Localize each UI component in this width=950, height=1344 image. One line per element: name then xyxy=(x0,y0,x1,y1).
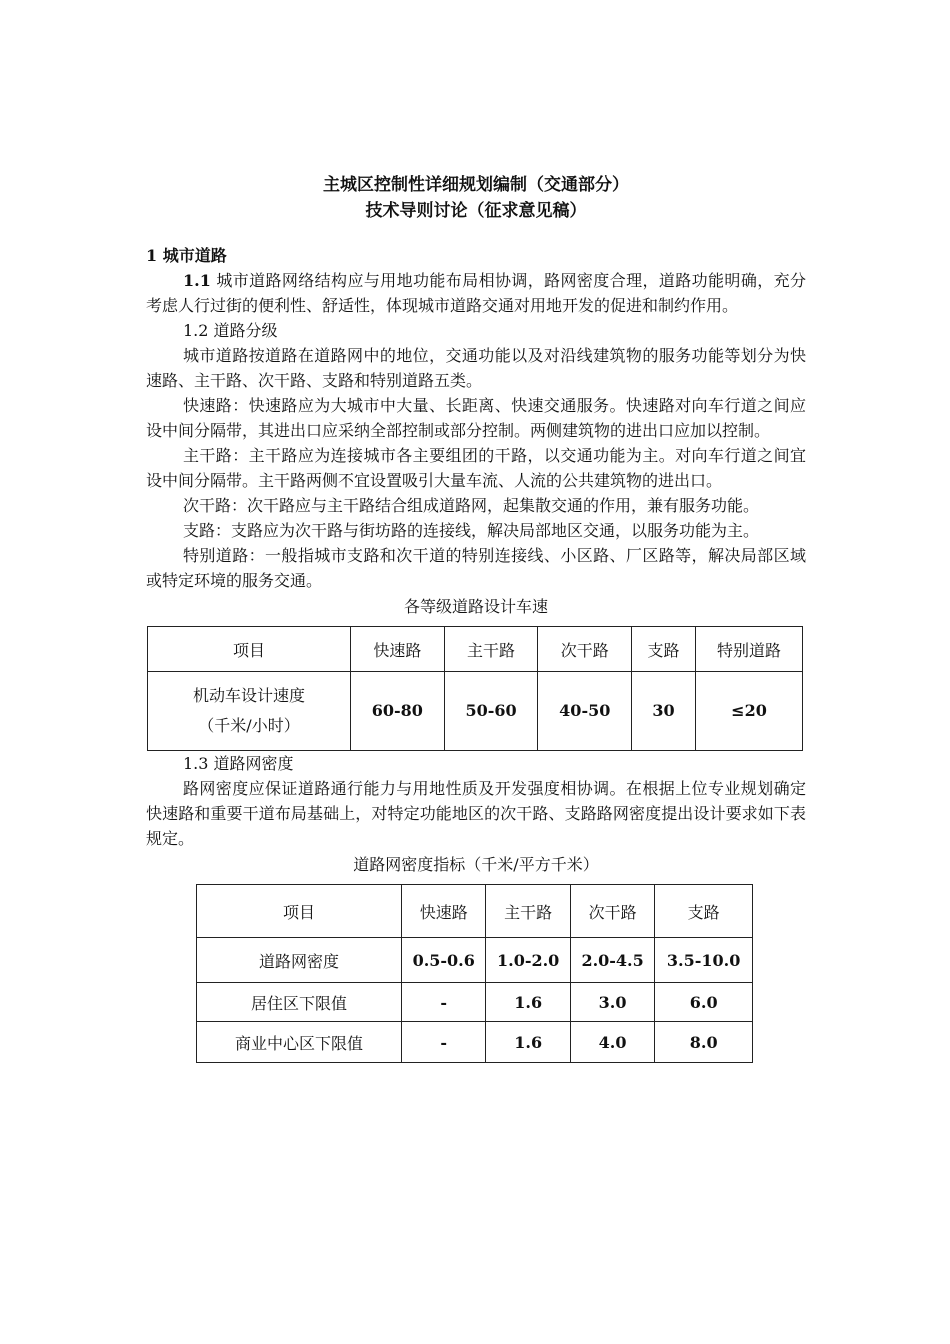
row-label-line1: 机动车设计速度 xyxy=(192,686,305,705)
table-header-cell: 项目 xyxy=(197,885,402,938)
table-header-cell: 次干路 xyxy=(570,885,654,938)
table1-caption: 各等级道路设计车速 xyxy=(403,597,548,616)
table-cell: 60-80 xyxy=(351,672,445,751)
document-title-line2: 技术导则讨论（征求意见稿） xyxy=(365,201,587,221)
paragraph-expressway: 快速路：快速路应为大城市中大量、长距离、快速交通服务。快速路对向车行道之间应设中间分隔带，其进出口应采纳全部控制或部分控制。两侧建筑物的进出口应加以控制。 xyxy=(146,396,806,440)
table-cell: 8.0 xyxy=(655,1022,753,1063)
paragraph-arterial: 主干路：主干路应为连接城市各主要组团的干路，以交通功能为主。对向车行道之间宜设中间分隔带。主干路两侧不宜设置吸引大量车流、人流的公共建筑物的进出口。 xyxy=(146,446,806,490)
table-header-cell: 快速路 xyxy=(402,885,486,938)
network-density-table xyxy=(196,884,753,1063)
table-cell: ≤20 xyxy=(696,672,803,751)
table-row-label: 道路网密度 xyxy=(197,938,402,983)
subsection-heading-1-3: 1.3 道路网密度 xyxy=(183,754,294,773)
table-row xyxy=(197,938,753,983)
section-heading: 1 城市道路 xyxy=(146,246,227,265)
document-title-line1: 主城区控制性详细规划编制（交通部分） xyxy=(323,175,629,195)
table-cell: 50-60 xyxy=(444,672,538,751)
table-row xyxy=(197,1022,753,1063)
table-row-label: 商业中心区下限值 xyxy=(197,1022,402,1063)
table-header-row xyxy=(148,627,803,672)
table-cell: 1.0-2.0 xyxy=(486,938,570,983)
table-row-label xyxy=(148,672,351,751)
paragraph-1-1-text: 城市道路网络结构应与用地功能布局相协调，路网密度合理，道路功能明确，充分考虑人行过街的便利性、舒适性，体现城市道路交通对用地开发的促进和制约作用。 xyxy=(146,271,806,315)
table-header-row xyxy=(197,885,753,938)
table-cell: 2.0-4.5 xyxy=(570,938,654,983)
paragraph-branch: 支路：支路应为次干路与街坊路的连接线，解决局部地区交通，以服务功能为主。 xyxy=(183,521,760,540)
table-row xyxy=(148,672,803,751)
table-cell: 4.0 xyxy=(570,1022,654,1063)
table-header-cell: 快速路 xyxy=(351,627,445,672)
table-header-cell: 次干路 xyxy=(538,627,632,672)
table-cell: - xyxy=(402,983,486,1022)
document-page xyxy=(146,172,806,1063)
table-header-cell: 特别道路 xyxy=(696,627,803,672)
design-speed-table xyxy=(147,626,803,751)
table-row xyxy=(197,983,753,1022)
paragraph-secondary: 次干路：次干路应与主干路结合组成道路网，起集散交通的作用，兼有服务功能。 xyxy=(183,496,760,515)
subsection-heading-1-2: 1.2 道路分级 xyxy=(183,321,278,340)
table-header-cell: 主干路 xyxy=(486,885,570,938)
table-row-label: 居住区下限值 xyxy=(197,983,402,1022)
table2-caption: 道路网密度指标（千米/平方千米） xyxy=(353,855,599,874)
table-header-cell: 支路 xyxy=(655,885,753,938)
table-cell: 1.6 xyxy=(486,983,570,1022)
table-header-cell: 支路 xyxy=(632,627,696,672)
paragraph-1-1 xyxy=(146,268,806,318)
table-cell: 30 xyxy=(632,672,696,751)
paragraph-special-road: 特别道路：一般指城市支路和次干道的特别连接线、小区路、厂区路等，解决局部区域或特定环境的服务交通。 xyxy=(146,546,806,590)
paragraph-road-classes: 城市道路按道路在道路网中的地位，交通功能以及对沿线建筑物的服务功能等划分为快速路、主干路、次干路、支路和特别道路五类。 xyxy=(146,346,806,390)
paragraph-network-density: 路网密度应保证道路通行能力与用地性质及开发强度相协调。在根据上位专业规划确定快速路和重要干道布局基础上，对特定功能地区的次干路、支路路网密度提出设计要求如下表规定。 xyxy=(146,779,806,848)
table-cell: - xyxy=(402,1022,486,1063)
row-label-line2: （千米/小时） xyxy=(198,716,300,735)
table-cell: 40-50 xyxy=(538,672,632,751)
table-header-cell: 项目 xyxy=(148,627,351,672)
table-cell: 3.0 xyxy=(570,983,654,1022)
table-cell: 6.0 xyxy=(655,983,753,1022)
table-cell: 1.6 xyxy=(486,1022,570,1063)
section-number: 1.1 xyxy=(183,271,211,290)
table-cell: 3.5-10.0 xyxy=(655,938,753,983)
table-cell: 0.5-0.6 xyxy=(402,938,486,983)
table-header-cell: 主干路 xyxy=(444,627,538,672)
